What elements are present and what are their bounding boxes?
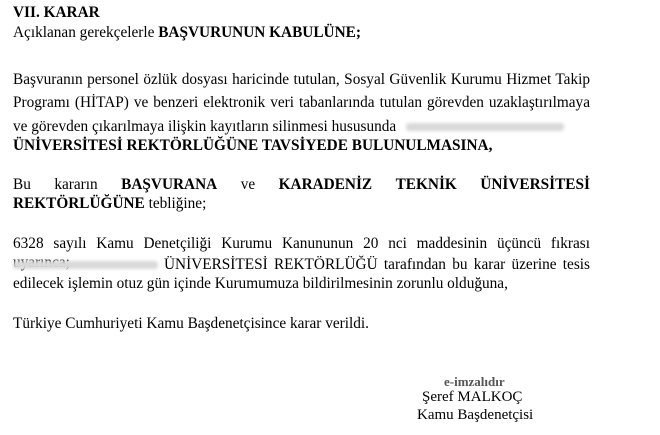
para3-line2-text: ÜNİVERSİTESİ REKTÖRLÜĞÜ tarafından bu karar üzerine tesis [164,256,590,273]
redacted-text [406,123,564,131]
para3-line2 [13,255,590,274]
decision-prefix: Açıklanan gerekçelerle [13,24,159,41]
para1-line3 [13,117,564,136]
para1-line3-text: ve görevden çıkarılmaya ilişkin kayıtların silinmesi hususunda [13,118,397,135]
para2-bold: REKTÖRLÜĞÜNE [13,195,145,212]
para1-line2: Programı (HİTAP) ve benzeri elektronik veri tabanlarında tutulan görevden uzaklaştırılmaya [13,94,590,111]
section-heading: VII. KARAR [13,4,100,21]
para2-word: kararın [54,176,98,193]
signer-name: Şeref MALKOÇ [422,389,523,405]
para2-line1 [13,175,590,194]
para1-line4: ÜNİVERSİTESİ REKTÖRLÜĞÜNE TAVSİYEDE BULUNULMASINA, [13,137,493,154]
para2-word: Bu [13,176,31,193]
para2-word: TEKNİK [395,176,457,193]
para2-word: ve [240,176,256,193]
para2-rest: tebliğine; [144,195,207,212]
decision-bold: BAŞVURUNUN KABULÜNE; [158,24,361,41]
decision-line [13,23,361,42]
para2-word: ÜNİVERSİTESİ [480,176,590,193]
para1-line1: Başvuranın personel özlük dosyası haricinde tutulan, Sosyal Güvenlik Kurumu Hizmet Takip [13,71,590,88]
esign-text: e-imzalıdır [444,374,505,389]
para4: Türkiye Cumhuriyeti Kamu Başdenetçisince karar verildi. [13,315,369,332]
para2-line2 [13,194,206,213]
signer-title: Kamu Başdenetçisi [417,407,534,423]
para2-word: KARADENİZ [278,176,373,193]
para3-line1: 6328 sayılı Kamu Denetçiliği Kurumu Kanununun 20 nci maddesinin üçüncü fıkrası [13,235,590,252]
redacted-text [13,261,158,269]
para3-line3: edilecek işlemin otuz gün içinde Kurumumuza bildirilmesinin zorunlu olduğuna, [13,275,508,292]
para2-word: BAŞVURANA [121,176,218,193]
